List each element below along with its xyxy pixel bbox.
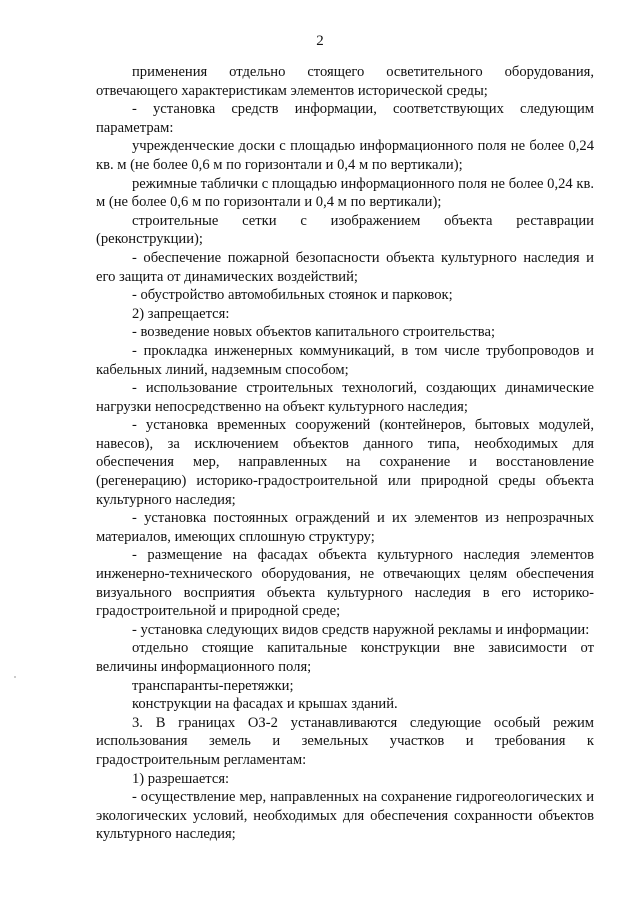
paragraph-8: 2) запрещается: [132,305,230,322]
scan-speck [14,676,16,678]
paragraph-3: учрежденческие доски с площадью информационного поля не более 0,24 кв. м (не более 0,6 м по горизонтали и 0,4 м по вертикали); [96,138,594,173]
document-body [96,63,594,844]
paragraph-12: - установка временных сооружений (контейнеров, бытовых модулей, навесов), за исключением объектов данного типа, необходимых для обеспечения мер, направленных на сохранение и восстановление (регенерацию) историко-градостроительной или природной среды объекта культурного наследия; [96,417,594,508]
paragraph-18: конструкции на фасадах и крышах зданий. [132,696,398,713]
paragraph-14: - размещение на фасадах объекта культурного наследия элементов инженерно-технического оборудования, не отвечающих целям обеспечения визуального восприятия объекта культурного наследия в его историко-градостроительной и природной среде; [96,547,594,620]
paragraph-15: - установка следующих видов средств наружной рекламы и информации: [132,621,590,638]
paragraph-2: - установка средств информации, соответствующих следующим параметрам: [96,101,594,136]
paragraph-7: - обустройство автомобильных стоянок и парковок; [132,287,453,304]
paragraph-11: - использование строительных технологий, создающих динамические нагрузки непосредственно на объект культурного наследия; [96,380,594,415]
paragraph-4: режимные таблички с площадью информационного поля не более 0,24 кв. м (не более 0,6 м по горизонтали и 0,4 м по вертикали); [96,175,594,211]
page-number: 2 [316,33,324,49]
paragraph-17: транспаранты-перетяжки; [132,677,294,694]
paragraph-5: строительные сетки с изображением объекта реставрации (реконструкции); [96,212,594,248]
paragraph-16: отдельно стоящие капитальные конструкции вне зависимости от величины информационного поля; [96,640,594,675]
paragraph-10: - прокладка инженерных коммуникаций, в том числе трубопроводов и кабельных линий, надземным способом; [96,342,594,378]
paragraph-6: - обеспечение пожарной безопасности объекта культурного наследия и его защита от динамических воздействий; [96,249,594,285]
paragraph-13: - установка постоянных ограждений и их элементов из непрозрачных материалов, имеющих сплошную структуру; [96,510,594,545]
paragraph-19: 3. В границах ОЗ-2 устанавливаются следующие особый режим использования земель и земельных участков и требования к градостроительным регламентам: [96,714,594,768]
paragraph-21: - осуществление мер, направленных на сохранение гидрогеологических и экологических условий, необходимых для обеспечения сохранности объектов культурного наследия; [96,789,594,843]
paragraph-20: 1) разрешается: [132,770,230,787]
paragraph-1: применения отдельно стоящего осветительного оборудования, отвечающего характеристикам элементов исторической среды; [96,64,594,99]
paragraph-9: - возведение новых объектов капитального строительства; [132,324,496,341]
